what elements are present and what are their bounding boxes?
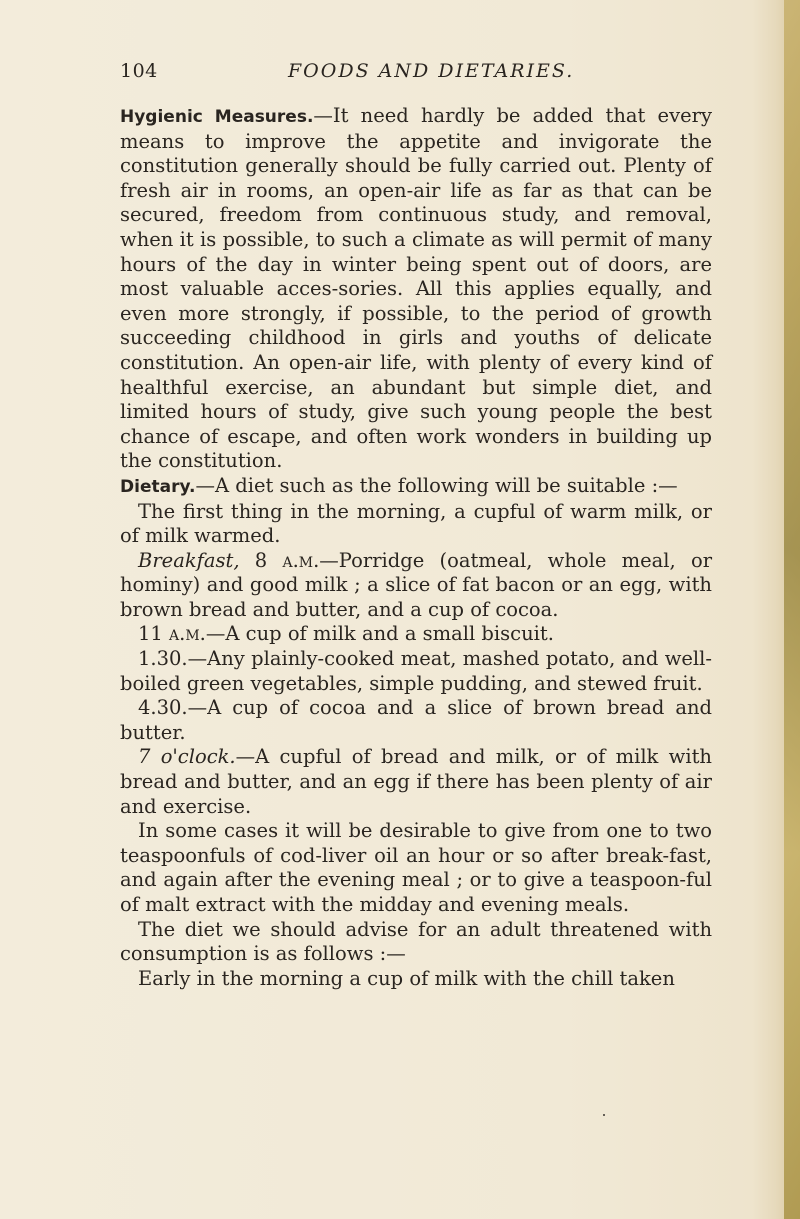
paragraph-hygienic-measures — [120, 104, 712, 474]
paragraph-11am — [120, 622, 712, 647]
meal-time: 11 — [138, 622, 163, 646]
run-in-heading: Dietary. — [120, 476, 196, 497]
paragraph-early-morning — [120, 967, 712, 992]
meal-time: 1.30. — [138, 647, 188, 671]
paragraph-4-30 — [120, 696, 712, 745]
paragraph-text: The diet we should advise for an adult threatened with consumption is as follows :— — [120, 917, 712, 966]
paragraph-text: —It need hardly be added that every means to improve the appetite and invigorate the constitution generally should be fully carried out. Plenty of fresh air in rooms, an open-air life as far as that can be secured, freedom from continuous study, and removal, when it is possible, to such a climate as will permit of many hours of the day in winter being spent out of doors, are most valuable acces-sories. All this applies equally, and even more strongly, if possible, to the period of growth succeeding childhood in girls and youths of delicate constitution. An open-air life, with plenty of every kind of healthful exercise, an abundant but simple diet, and limited hours of study, give such young people the best chance of escape, and often work wonders in building up the constitution. — [120, 104, 712, 473]
page-header — [120, 60, 720, 88]
paragraph-dietary — [120, 474, 712, 500]
paragraph-text: —Any plainly-cooked meat, mashed potato, and well-boiled green vegetables, simple pudding, and stewed fruit. — [120, 647, 712, 695]
paragraph-text: The first thing in the morning, a cupful of warm milk, or of milk warmed. — [120, 499, 712, 548]
paragraph-breakfast — [120, 549, 712, 623]
page-speck — [603, 1114, 605, 1116]
paragraph-text: In some cases it will be desirable to give from one to two teaspoonfuls of cod-liver oil an hour or so after break-fast, and again after the evening meal ; or to give a teaspoon-ful of malt extract with the midday and evening meals. — [120, 819, 712, 916]
paragraph-text: —Porridge (oatmeal, whole meal, or hominy) and good milk ; a slice of fat bacon or an egg, with brown bread and butter, and a cup of cocoa. — [120, 548, 713, 621]
paragraph-text: —A cupful of bread and milk, or of milk with bread and butter, and an egg if there has been plenty of air and exercise. — [120, 745, 712, 818]
body-text — [120, 104, 712, 991]
paragraph-text: Early in the morning a cup of milk with the chill taken — [138, 966, 675, 990]
paragraph-first-thing — [120, 500, 712, 549]
meal-meridiem: a.m. — [169, 622, 206, 646]
paragraph-text: —A cup of cocoa and a slice of brown bread and butter. — [120, 696, 712, 744]
page-edge — [784, 0, 800, 1219]
meal-label: 7 o'clock. — [138, 745, 236, 769]
page-number: 104 — [120, 60, 158, 82]
meal-time: 8 — [254, 548, 268, 572]
meal-time: 4.30. — [138, 696, 188, 720]
running-head: FOODS AND DIETARIES. — [288, 60, 575, 82]
paragraph-7-oclock — [120, 745, 712, 819]
paragraph-text: —A diet such as the following will be suitable :— — [195, 473, 678, 497]
paragraph-text: —A cup of milk and a small biscuit. — [205, 622, 554, 646]
meal-label: Breakfast, — [138, 548, 240, 572]
paragraph-1-30 — [120, 647, 712, 696]
paragraph-adult-diet — [120, 918, 712, 967]
paragraph-cod-liver-oil — [120, 819, 712, 917]
meal-meridiem: a.m. — [282, 548, 320, 572]
run-in-heading: Hygienic Measures. — [120, 107, 314, 127]
